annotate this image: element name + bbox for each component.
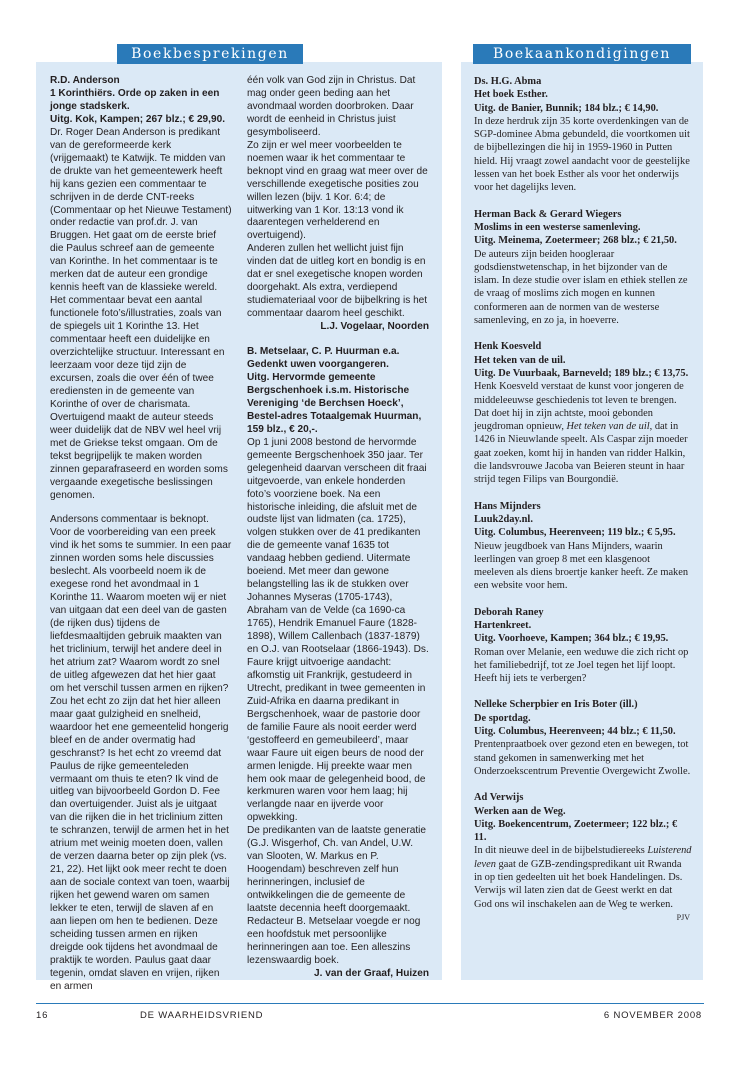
announcement-publisher: Uitg. Columbus, Heerenveen; 119 blz.; € 5,95.	[474, 527, 676, 539]
announcements-initials: PJV	[676, 912, 690, 922]
announcement-author: Henk Koesveld	[474, 341, 542, 353]
announcement-publisher: Uitg. Boekencentrum, Zoetermeer; 122 blz.; € 11.	[474, 818, 678, 844]
announcement-author: Hans Mijnders	[474, 500, 541, 512]
announcement	[474, 208, 692, 328]
announcement	[474, 698, 692, 778]
announcement-text: Roman over Melanie, een weduwe die zich richt op het familiebedrijf, tot ze Joel tegen het lijf loopt. Heeft hij iets te verbergen?	[474, 646, 689, 685]
announcement-text: Henk Koesveld verstaat de kunst voor jongeren de middeleeuwse geschiedenis tot leven te brengen. Dat doet hij in zijn achtste, mooi gebonden jeugdroman opnieuw, Het teken van de uil, dat in 1426 in Nieuwlande speelt. Als Caspar zijn moeder gaat zoeken, komt hij in handen van ridder Halkin, die landsvrouwe Jacoba van Beieren steunt in haar strijd tegen Filips van Bourgondië.	[474, 381, 688, 486]
announcement-author: Ds. H.G. Abma	[474, 76, 542, 87]
review-paragraph: Dr. Roger Dean Anderson is predikant van de gereformeerde kerk (vrijgemaakt) te Katwijk. Te midden van de drukte van het gemeentewerk heeft hij kans gezien een commentaar te schrijven in de derde CNT-reeks (Commentaar op het Nieuwe Testament) onder redactie van prof.dr. J. van Bruggen. Het gaat om de eerste brief die Paulus schreef aan de gemeente van Korinthe. In het commentaar is te merken dat de auteur een grondige kennis heeft van de klassieke wereld. Het commentaar bevat een aantal functionele foto’s/illustraties, zoals van de spiegels uit 1 Korinthe 13. Het commentaar heeft een duidelijke en overzichtelijke structuur. Interessant en leerzaam voor deze tijd zijn de excursen, zoals die over één of twee erediensten in de gemeente van Korinthe of over de charismata. Overtuigend maakt de auteur steeds weer duidelijk dat de NBV wel heel vrij met de Griekse tekst omgaan. Om de tekst begrijpelijk te maken worden zinnen geparafraseerd en worden soms vergaande exegetische beslissingen genomen.	[50, 126, 232, 501]
review-signature: L.J. Vogelaar, Noorden	[320, 321, 429, 333]
review-paragraph: Andersons commentaar is beknopt. Voor de voorbereiding van een preek vind ik het soms te summier. In een paar zinnen worden soms hele discussies beslecht. Als voorbeeld noem ik de exegese rond het avondmaal in 1 Korinthe 11. Waarom moeten wij er niet van uitgaan dat een deel van de gasten (de rijken dus) tijdens de liefdesmaaltijden gebruik maakten van het triclinium, terwijl het andere deel in het atrium zat? Waarom wordt zo snel de uitleg afgewezen dat het hier gaat om het verschil tussen armen en rijken? Zou het echt zo zijn dat het hier alleen maar gaat gulzigheid en snelheid, waardoor het ene gemeentelid hongerig bleef en de ander overmatig had geschranst? Is het echt zo vreemd dat Paulus de rijke gemeenteleden vermaant om thuis te eten? Ik vind de uitleg van bijvoorbeeld Gordon D. Fee dan overtuigender. Juist als je uitgaat van die rijken die in het triclinium zitten te schranzen, terwijl de armen het in het atrium met weinig moeten doen, vallen de verzen daarna beter op zijn plek (vs. 21, 22). Het lijkt ook meer recht te doen aan de sociale context van toen, waarbij rijken het gewend waren om samen lekker te eten, terwijl de slaven af en aan liepen om hen te bedienen. Deze scheiding tussen armen en rijken dreigde ook tijdens het avondmaal de praktijk te worden. Paulus gaat daar tegenin, omdat slaven en vrijen, rijken en armen	[50, 514, 232, 992]
announcement-text: Prentenpraatboek over gezond eten en bewegen, tot stand gekomen in samenwerking met het Onderzoekscentrum Preventie Overgewicht Zwolle.	[474, 739, 691, 777]
announcements-column	[474, 75, 692, 924]
announcement-text: De auteurs zijn beiden hoogleraar godsdienstwetenschap, in het bijzonder van de islam. In deze studie over islam en ethiek stellen ze de vraag of moslims zich mogen en kunnen conformeren aan de normen van de westerse samenleving, en zo ja, in hoeverre.	[474, 248, 688, 327]
announcement-title: Werken aan de Weg.	[474, 805, 566, 817]
announcement-author: Herman Back & Gerard Wiegers	[474, 208, 622, 220]
announcement-author: Deborah Raney	[474, 606, 544, 618]
announcements-heading: Boekaankondigingen	[473, 44, 691, 64]
review-title: Gedenkt uwen voorgangeren.	[247, 359, 389, 371]
review-paragraph: De predikanten van de laatste generatie (G.J. Wisgerhof, Ch. van Andel, U.W. van Slooten, W. Markus en P. Hoogendam) beschreven zelf hun herinneringen, inclusief de ontwikkelingen die de gemeente de laatste decennia heeft doorgemaakt. Redacteur B. Metselaar voegde er nog een hoofdstuk met persoonlijke herinneringen aan toe. Een alleszins lezenswaardig boek.	[247, 825, 427, 966]
announcement-title: Het boek Esther.	[474, 89, 548, 101]
footer-rule	[36, 1003, 704, 1004]
announcement-title: Luuk2day.nl.	[474, 513, 533, 525]
announcement	[474, 500, 692, 593]
book-title-italic: Het teken van de uil	[566, 421, 650, 433]
reviews-column-2	[247, 75, 429, 981]
review-paragraph: één volk van God zijn in Christus. Dat mag onder geen beding aan het avondmaal worden doorbroken. Daar wordt de eenheid in Christus juist gesymboliseerd.	[247, 75, 416, 138]
page-number: 16	[36, 1010, 49, 1021]
review-paragraph: Zo zijn er wel meer voorbeelden te noemen waar ik het commentaar te beknopt vind en graag wat meer over de verschillende exegetische posities zou willen lezen (bijv. 1 Kor. 6:4; de uitwerking van 1 Kor. 13:13 vond ik daarentegen verhelderend en overtuigend).	[247, 139, 428, 242]
announcement-publisher: Uitg. Meinema, Zoetermeer; 268 blz.; € 21,50.	[474, 235, 677, 247]
announcement-publisher: Uitg. Voorhoeve, Kampen; 364 blz.; € 19,95.	[474, 633, 669, 645]
series-title-italic: Luisterend leven	[474, 845, 692, 870]
review-signature: J. van der Graaf, Huizen	[314, 967, 429, 979]
review-title: 1 Korinthiërs. Orde op zaken in een jonge stadskerk.	[50, 87, 220, 112]
announcement-title: Hartenkreet.	[474, 619, 532, 631]
review-paragraph: Op 1 juni 2008 bestond de hervormde gemeente Bergschenhoek 350 jaar. Ter gelegenheid daarvan verscheen dit fraai uitgevoerde, van enkele honderden foto’s voorziene boek. Na een historische inleiding, die afsluit met de oudste lijst van lidmaten (ca. 1725), volgen stukken over de 41 predikanten die de gemeente vanaf 1635 tot vandaag hebben gediend. Uitermate boeiend. Met meer dan gewone belangstelling las ik de stukken over Johannes Myseras (1705-1743), Abraham van de Velde (ca 1690-ca 1765), Hendrik Emanuel Faure (1828-1898), Willem Callenbach (1837-1879) en O.J. van Rootselaar (1866-1943). Ds. Faure krijgt uitvoerige aandacht: afkomstig uit Frankrijk, gestudeerd in Utrecht, predikant in twee gemeenten in Zuid-Afrika en daarna predikant in Bergschenhoek, waar de pastorie door de familie Faure als nooit eerder werd ‘gestoffeerd en gemeubileerd’, maar waar Faure uit eigen beurs de nood der armen lenigde. Hij preekte waar men hem ook maar de gelegenheid bood, de kerkmuren waren voor hem laag; hij verlangde naar en ijverde voor opwekking.	[247, 436, 429, 824]
announcement-title: De sportdag.	[474, 712, 531, 724]
announcement	[474, 606, 692, 686]
announcement-text: In dit nieuwe deel in de bijbelstudiereeks Luisterend leven gaat de GZB-zendingspredikant uit Rwanda in op tien gedeelten uit het boek Handelingen. Ds. Verwijs wil laten zien dat de Geest werkt en dat God ons wil inschakelen aan de Weg te werken.	[474, 845, 692, 910]
announcement-publisher: Uitg. De Vuurbaak, Barneveld; 189 blz.; € 13,75.	[474, 367, 689, 379]
review-publisher: Uitg. Hervormde gemeente Bergschenhoek i.s.m. Historische Vereniging ‘de Berchsen Hoeck’, Bestel-adres Totaalgemak Huurman, 159 blz., € 20,-.	[247, 371, 422, 435]
review-publisher: Uitg. Kok, Kampen; 267 blz.; € 29,90.	[50, 113, 226, 125]
issue-date: 6 NOVEMBER 2008	[603, 1010, 702, 1021]
announcement	[474, 340, 692, 486]
announcement-title: Het teken van de uil.	[474, 354, 566, 366]
review-paragraph: Anderen zullen het wellicht juist fijn vinden dat de uitleg kort en bondig is en dat er snel exegetische knopen worden doorgehakt. Als extra, verdiepend studiemateriaal voor de bijbelkring is het commentaar daarom heel geschikt.	[247, 243, 428, 320]
magazine-name: DE WAARHEIDSVRIEND	[140, 1010, 264, 1021]
review-author: R.D. Anderson	[50, 75, 120, 86]
announcement	[474, 75, 692, 195]
announcement-text: In deze herdruk zijn 35 korte overdenkingen van de SGP-dominee Abma gebundeld, die voortkomen uit de bijbellezingen die hij in 1959-1960 in Putten hield. Hij vraagt zowel aandacht voor de geestelijke lessen van het boek Esther als voor het onderwijs voor het dagelijks leven.	[474, 115, 690, 194]
announcement-author: Ad Verwijs	[474, 792, 524, 804]
announcement-title: Moslims in een westerse samenleving.	[474, 221, 641, 233]
announcement-author: Nelleke Scherpbier en Iris Boter (ill.)	[474, 699, 638, 711]
announcement-text: Nieuw jeugdboek van Hans Mijnders, waarin leerlingen van groep 8 met een klasgenoot meeleven als diens broertje kanker heeft. Ze maken een website voor hem.	[474, 540, 689, 592]
reviews-column-1	[50, 75, 232, 994]
announcement-publisher: Uitg. de Banier, Bunnik; 184 blz.; € 14,90.	[474, 102, 659, 114]
announcement-publisher: Uitg. Columbus, Heerenveen; 44 blz.; € 11,50.	[474, 726, 676, 738]
review-author: B. Metselaar, C. P. Huurman e.a.	[247, 346, 400, 358]
reviews-heading: Boekbesprekingen	[117, 44, 303, 64]
announcement	[474, 791, 692, 911]
